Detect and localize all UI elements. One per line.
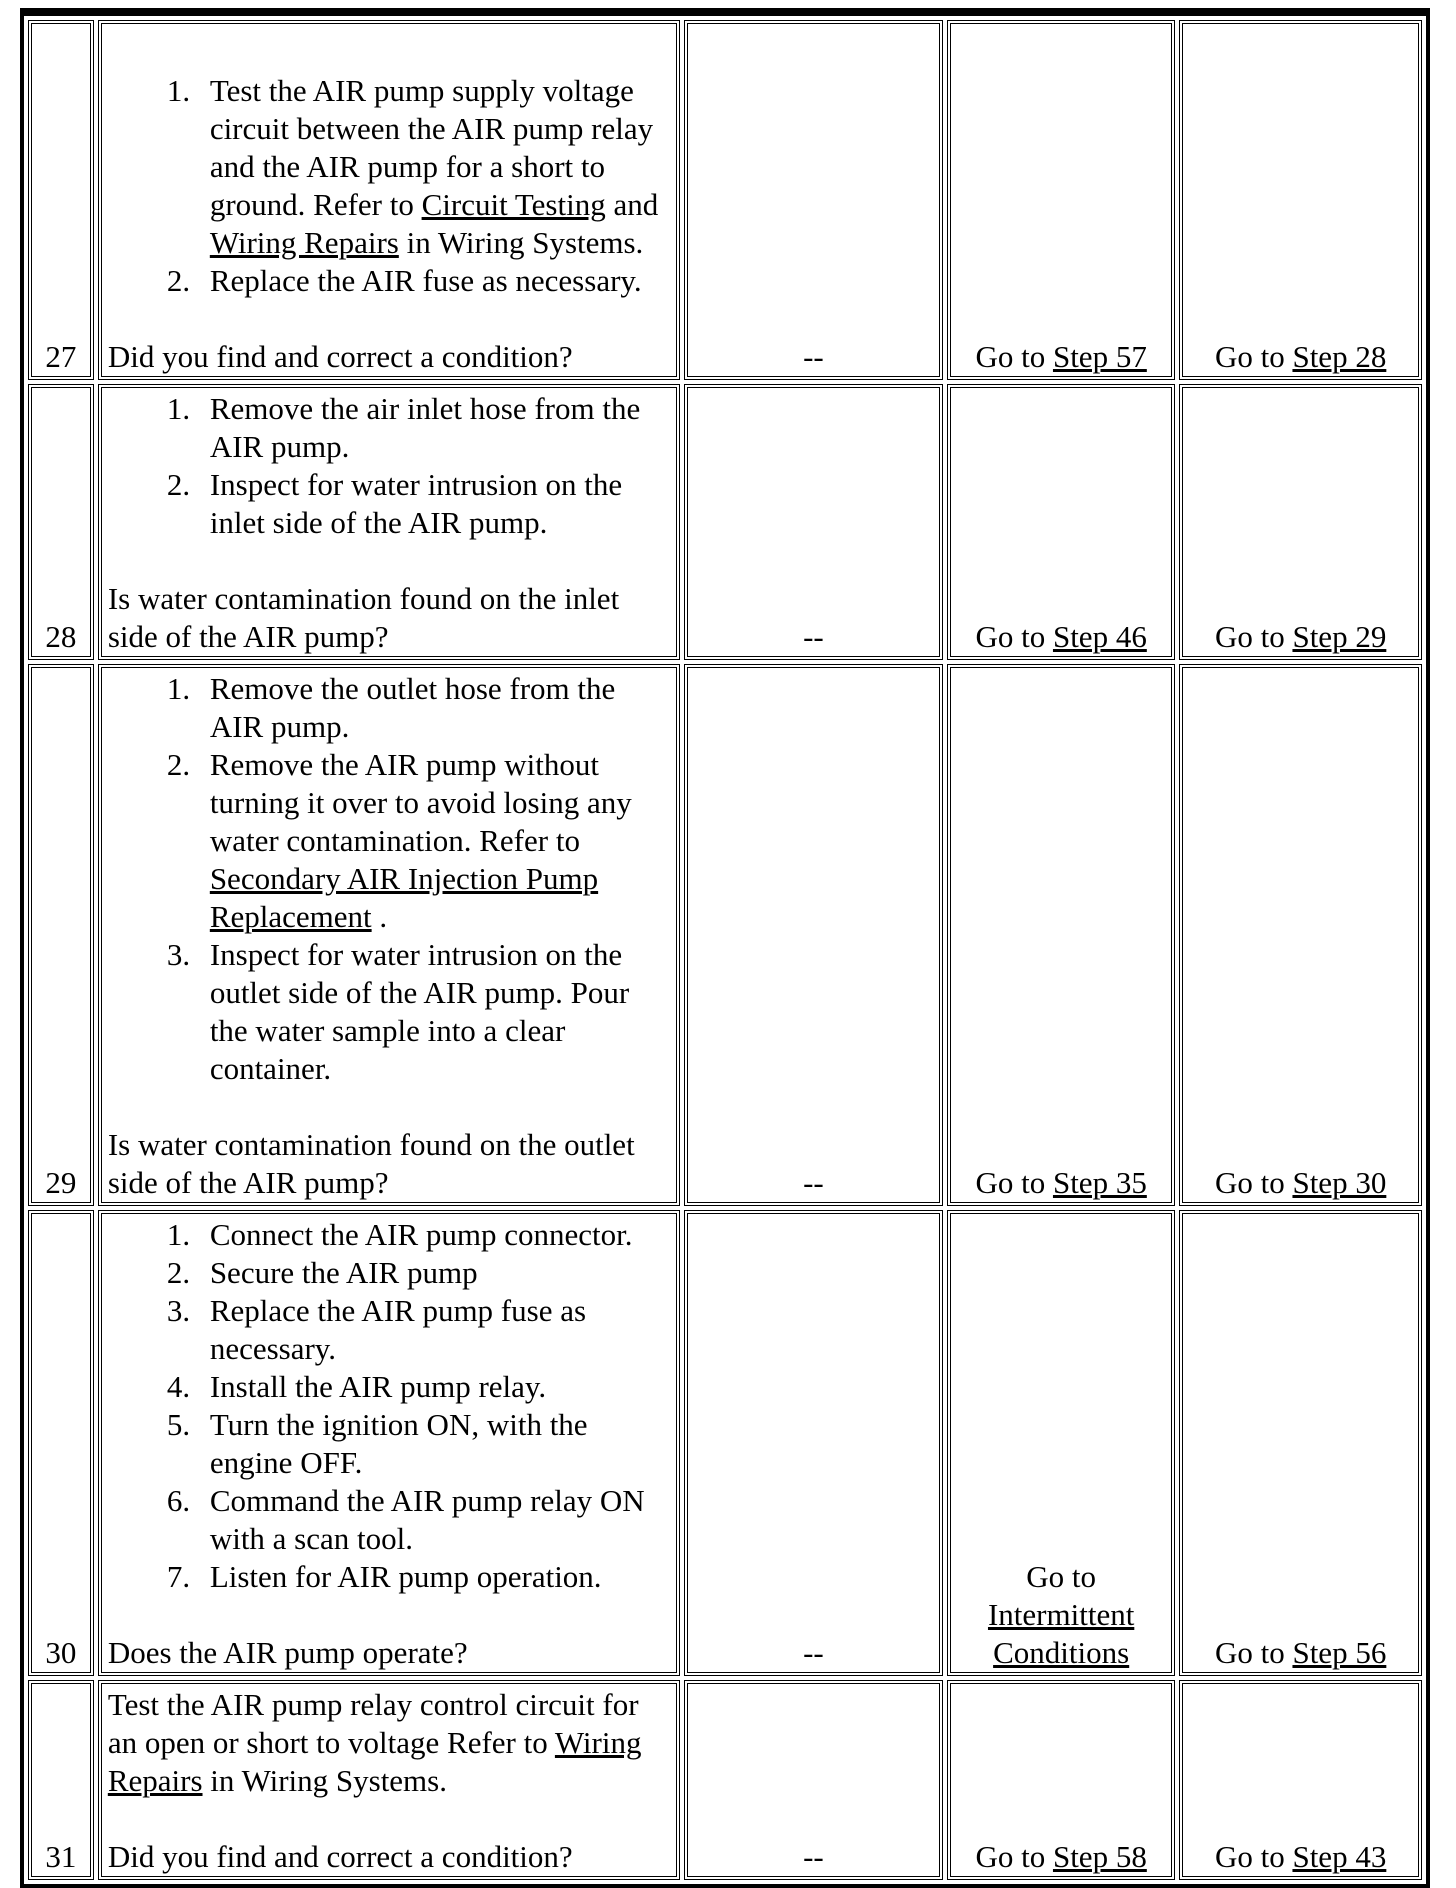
table-row [28, 20, 1422, 380]
list-item: 5. Turn the ignition ON, with the engine OFF. [198, 1406, 670, 1482]
table-row [28, 384, 1422, 660]
no-cell: Go to Step 43 [1179, 1680, 1422, 1880]
value-cell: -- [684, 1210, 943, 1676]
action-cell [98, 664, 680, 1206]
list-item: 2. Replace the AIR fuse as necessary. [198, 262, 670, 300]
action-cell [98, 384, 680, 660]
step-number: 30 [28, 1210, 94, 1676]
list-item: 7. Listen for AIR pump operation. [198, 1558, 670, 1596]
circuit-testing-link[interactable]: Circuit Testing [421, 187, 606, 222]
step-number: 29 [28, 664, 94, 1206]
list-item: 2. Remove the AIR pump without turning it over to avoid losing any water contamination. Refer to Secondary AIR Injection Pump Replacement . [198, 746, 670, 936]
action-list [108, 1216, 670, 1596]
goto-step-56-link[interactable]: Step 56 [1292, 1635, 1387, 1670]
value-cell: -- [684, 664, 943, 1206]
no-cell: Go to Step 56 [1179, 1210, 1422, 1676]
no-cell: Go to Step 28 [1179, 20, 1422, 380]
action-cell [98, 20, 680, 380]
diagnostic-table [20, 12, 1430, 1888]
no-cell: Go to Step 29 [1179, 384, 1422, 660]
goto-step-46-link[interactable]: Step 46 [1052, 619, 1147, 654]
question-text: Did you find and correct a condition? [107, 1839, 573, 1874]
list-item: 1. Connect the AIR pump connector. [198, 1216, 670, 1254]
goto-step-43-link[interactable]: Step 43 [1292, 1839, 1387, 1874]
question-text: Is water contamination found on the inlet side of the AIR pump? [107, 581, 620, 654]
goto-step-35-link[interactable]: Step 35 [1052, 1165, 1147, 1200]
question-text: Did you find and correct a condition? [107, 339, 573, 374]
air-pump-replacement-link[interactable]: Secondary AIR Injection Pump Replacement [209, 861, 599, 934]
step-number: 27 [28, 20, 94, 380]
list-item: 6. Command the AIR pump relay ON with a scan tool. [198, 1482, 670, 1558]
yes-cell: Go to Intermittent Conditions [947, 1210, 1175, 1676]
list-item: 1. Test the AIR pump supply voltage circuit between the AIR pump relay and the AIR pump for a short to ground. Refer to Circuit Testing and Wiring Repairs in Wiring Systems. [198, 72, 670, 262]
intermittent-conditions-link[interactable]: Intermittent Conditions [987, 1597, 1135, 1670]
list-item: 4. Install the AIR pump relay. [198, 1368, 670, 1406]
table-row [28, 664, 1422, 1206]
action-cell [98, 1210, 680, 1676]
step-number: 31 [28, 1680, 94, 1880]
value-cell: -- [684, 1680, 943, 1880]
action-cell [98, 1680, 680, 1880]
action-list [108, 390, 670, 542]
yes-cell: Go to Step 46 [947, 384, 1175, 660]
list-item: 3. Replace the AIR pump fuse as necessary. [198, 1292, 670, 1368]
action-list [108, 670, 670, 1088]
step-number: 28 [28, 384, 94, 660]
question-text: Does the AIR pump operate? [107, 1635, 468, 1670]
wiring-repairs-link[interactable]: Wiring Repairs [107, 1725, 642, 1798]
list-item: 3. Inspect for water intrusion on the outlet side of the AIR pump. Pour the water sample into a clear container. [198, 936, 670, 1088]
table-row [28, 1680, 1422, 1880]
goto-step-57-link[interactable]: Step 57 [1052, 339, 1147, 374]
list-item: 1. Remove the outlet hose from the AIR pump. [198, 670, 670, 746]
goto-step-28-link[interactable]: Step 28 [1292, 339, 1387, 374]
no-cell: Go to Step 30 [1179, 664, 1422, 1206]
goto-step-29-link[interactable]: Step 29 [1292, 619, 1387, 654]
wiring-repairs-link[interactable]: Wiring Repairs [209, 225, 399, 260]
value-cell: -- [684, 20, 943, 380]
list-item: 1. Remove the air inlet hose from the AIR pump. [198, 390, 670, 466]
list-item: 2. Inspect for water intrusion on the inlet side of the AIR pump. [198, 466, 670, 542]
list-item: 2. Secure the AIR pump [198, 1254, 670, 1292]
table-row [28, 1210, 1422, 1676]
goto-step-30-link[interactable]: Step 30 [1292, 1165, 1387, 1200]
value-cell: -- [684, 384, 943, 660]
action-list [108, 72, 670, 300]
goto-step-58-link[interactable]: Step 58 [1052, 1839, 1147, 1874]
yes-cell: Go to Step 57 [947, 20, 1175, 380]
action-paragraph: Test the AIR pump relay control circuit for an open or short to voltage Refer to Wiring Repairs in Wiring Systems. [107, 1687, 642, 1798]
question-text: Is water contamination found on the outlet side of the AIR pump? [107, 1127, 635, 1200]
yes-cell: Go to Step 35 [947, 664, 1175, 1206]
yes-cell: Go to Step 58 [947, 1680, 1175, 1880]
